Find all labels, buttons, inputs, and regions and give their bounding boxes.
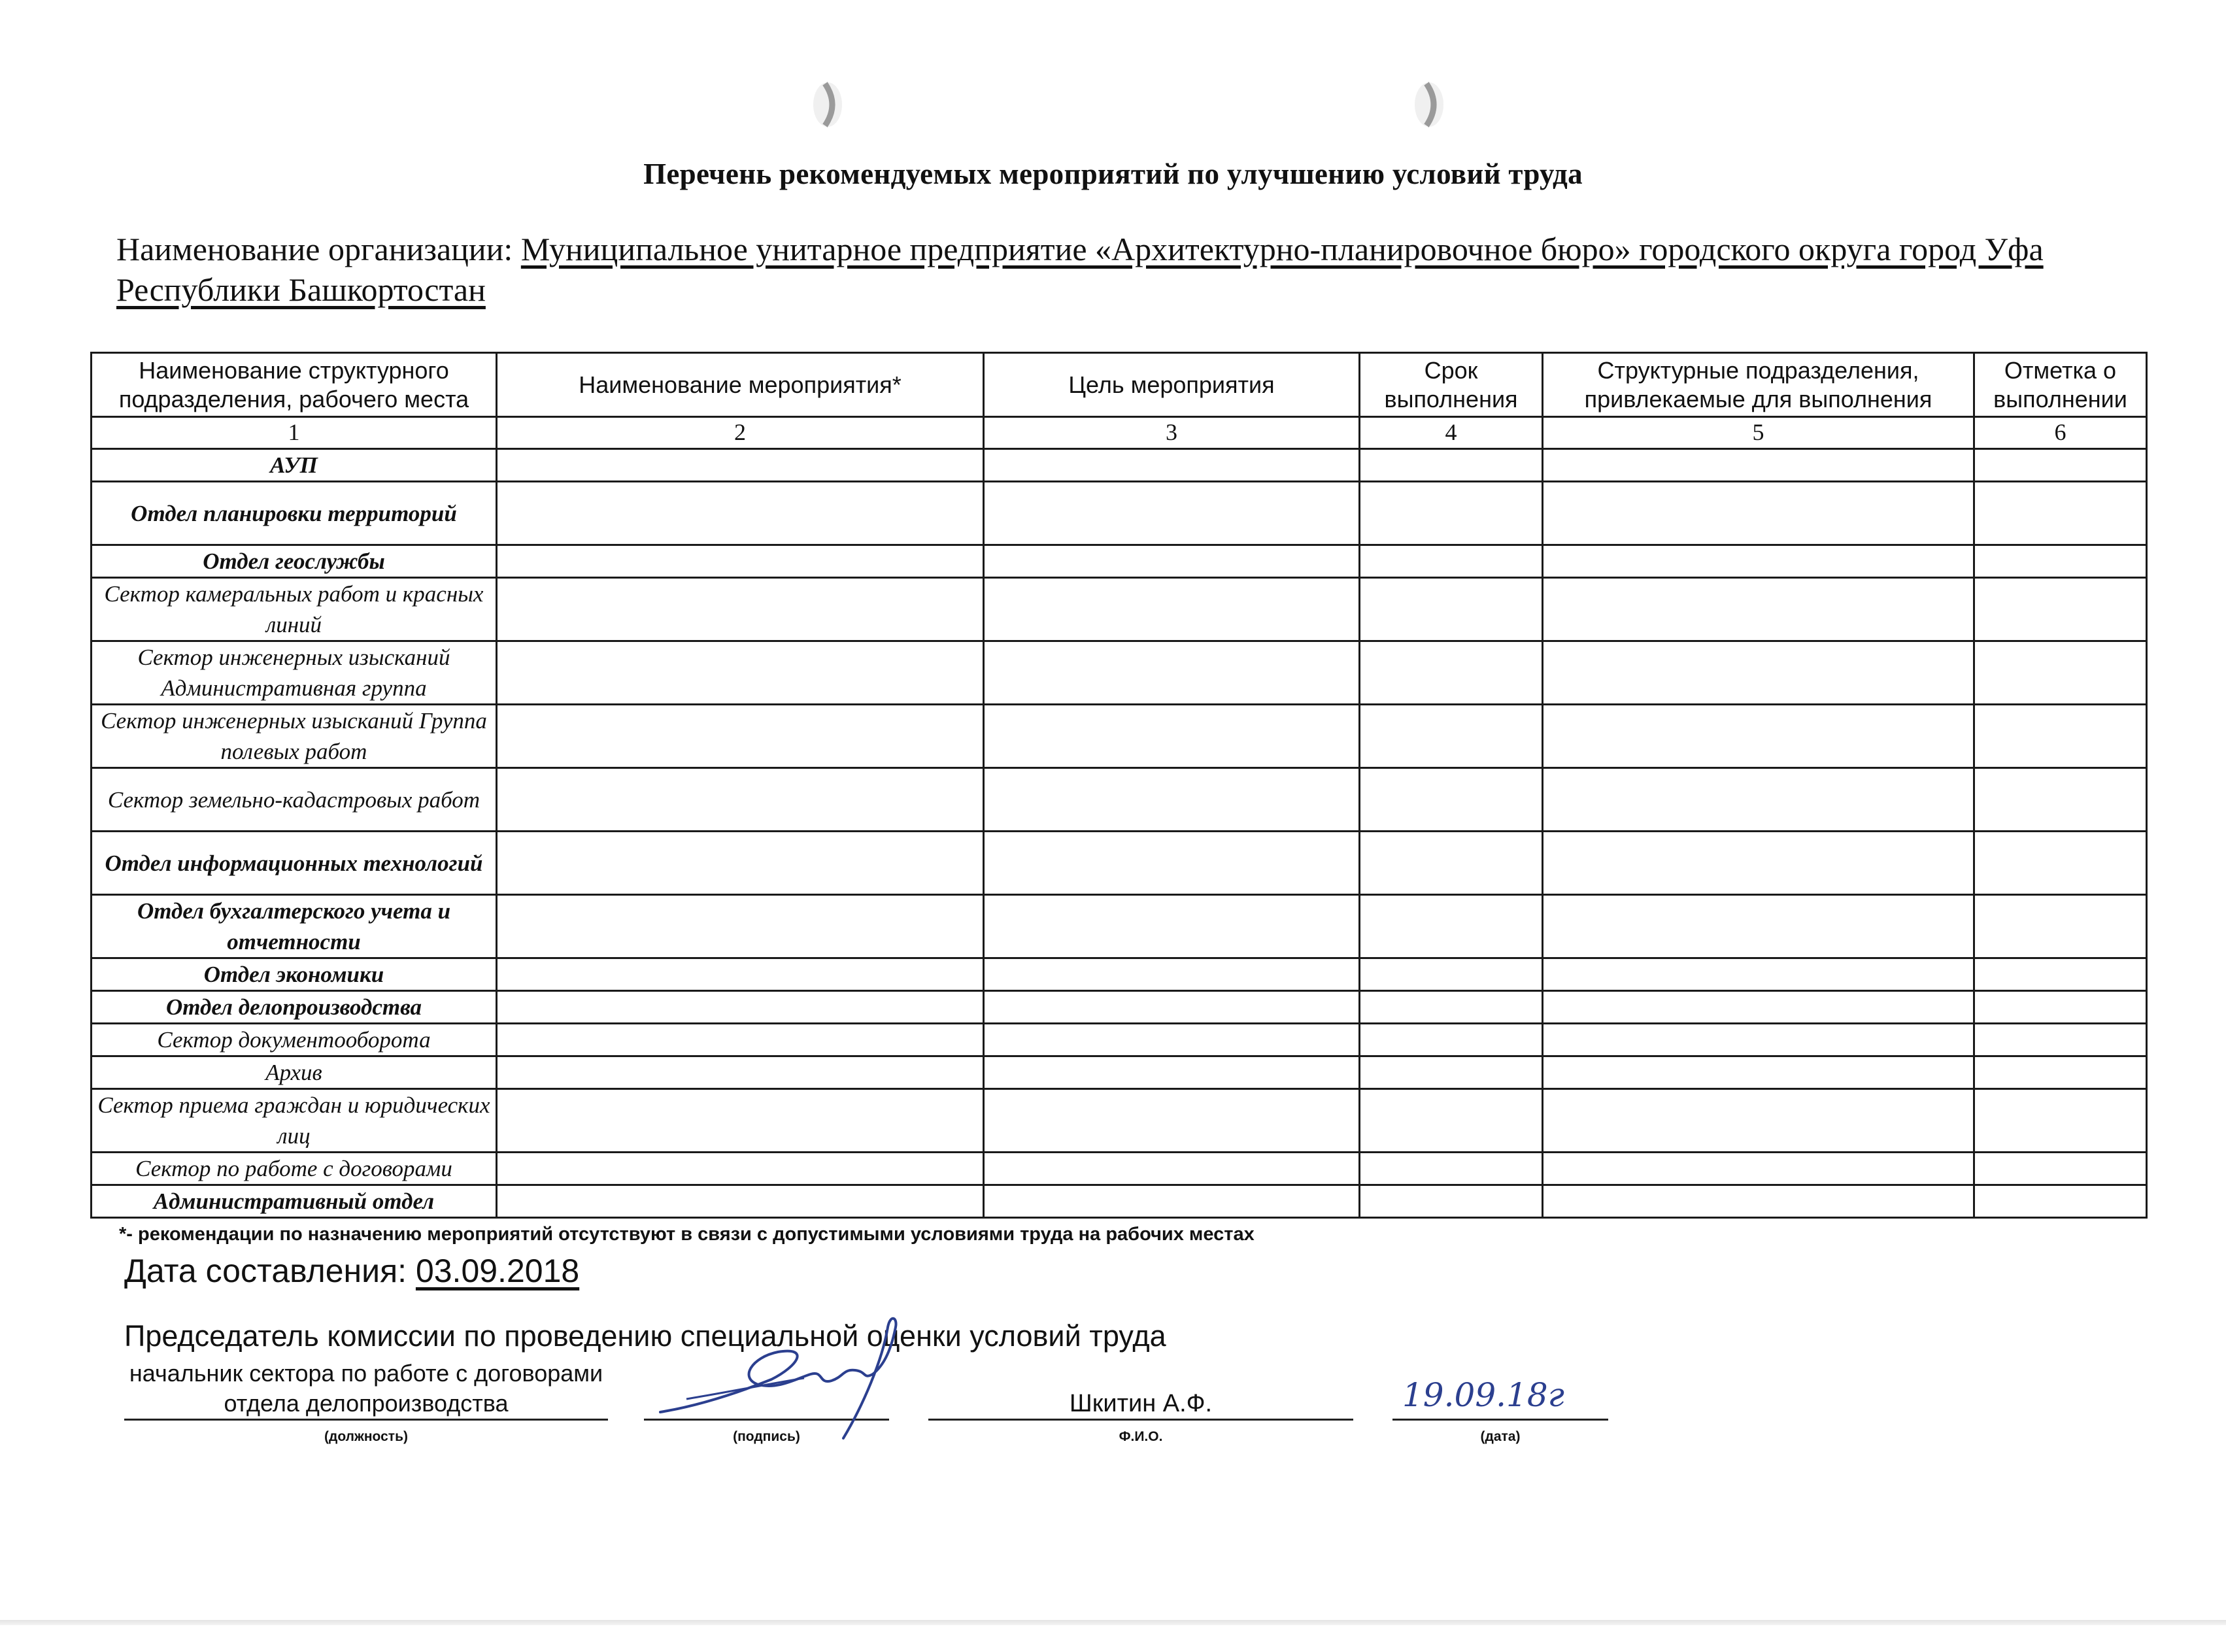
measure-cell [497, 832, 984, 895]
measure-cell [497, 449, 984, 482]
col-header-deadline: Срок выполнения [1360, 353, 1543, 417]
goal-cell [984, 1089, 1360, 1153]
position-value: начальник сектора по работе с договорами отдела делопроизводства [129, 1360, 603, 1417]
table-row [92, 991, 2147, 1024]
measure-cell [497, 705, 984, 768]
table-row [92, 768, 2147, 832]
table-row [92, 1185, 2147, 1218]
departments-cell [1543, 545, 1974, 578]
deadline-cell [1360, 545, 1543, 578]
measures-table [90, 352, 2148, 1219]
completion-cell [1974, 1153, 2147, 1185]
unit-name: Отдел информационных технологий [92, 832, 497, 895]
departments-cell [1543, 705, 1974, 768]
unit-name: Сектор камеральных работ и красных линий [92, 578, 497, 641]
unit-name: Сектор инженерных изысканий Административная группа [92, 641, 497, 705]
measure-cell [497, 991, 984, 1024]
col-header-goal: Цель мероприятия [984, 353, 1360, 417]
unit-name: Отдел делопроизводства [92, 991, 497, 1024]
punch-hole-left [811, 78, 850, 131]
position-field [124, 1360, 608, 1421]
unit-name: Отдел геослужбы [92, 545, 497, 578]
deadline-cell [1360, 1024, 1543, 1056]
measure-cell [497, 1089, 984, 1153]
completion-cell [1974, 1185, 2147, 1218]
goal-cell [984, 1024, 1360, 1056]
organization-name: Муниципальное унитарное предприятие «Архитектурно-планировочное бюро» городского округа город Уфа Республики Башкортостан [116, 231, 2044, 308]
unit-name: Отдел экономики [92, 958, 497, 991]
departments-cell [1543, 641, 1974, 705]
unit-name: АУП [92, 449, 497, 482]
col-header-measure: Наименование мероприятия* [497, 353, 984, 417]
caption-position: (должность) [324, 1429, 408, 1444]
goal-cell [984, 832, 1360, 895]
table-row [92, 449, 2147, 482]
footnote: *- рекомендации по назначению мероприятий отсутствуют в связи с допустимыми условиями труда на рабочих местах [119, 1224, 1255, 1245]
unit-name: Сектор инженерных изысканий Группа полевых работ [92, 705, 497, 768]
measure-cell [497, 641, 984, 705]
unit-name: Сектор по работе с договорами [92, 1153, 497, 1185]
departments-cell [1543, 449, 1974, 482]
deadline-cell [1360, 895, 1543, 958]
table-row [92, 832, 2147, 895]
column-number: 1 [92, 417, 497, 449]
goal-cell [984, 482, 1360, 545]
departments-cell [1543, 1089, 1974, 1153]
unit-name: Отдел бухгалтерского учета и отчетности [92, 895, 497, 958]
deadline-cell [1360, 1089, 1543, 1153]
unit-name: Административный отдел [92, 1185, 497, 1218]
departments-cell [1543, 1056, 1974, 1089]
compiled-date-line [124, 1252, 579, 1290]
organization-label: Наименование организации: [116, 231, 521, 267]
measure-cell [497, 768, 984, 832]
table-row [92, 545, 2147, 578]
completion-cell [1974, 449, 2147, 482]
goal-cell [984, 958, 1360, 991]
completion-cell [1974, 578, 2147, 641]
measure-cell [497, 1056, 984, 1089]
completion-cell [1974, 545, 2147, 578]
deadline-cell [1360, 705, 1543, 768]
measure-cell [497, 482, 984, 545]
col-header-unit: Наименование структурного подразделения, рабочего места [92, 353, 497, 417]
goal-cell [984, 449, 1360, 482]
unit-name: Сектор земельно-кадастровых работ [92, 768, 497, 832]
measure-cell [497, 1153, 984, 1185]
table-row [92, 641, 2147, 705]
table-row [92, 1089, 2147, 1153]
deadline-cell [1360, 768, 1543, 832]
goal-cell [984, 545, 1360, 578]
measure-cell [497, 895, 984, 958]
deadline-cell [1360, 482, 1543, 545]
completion-cell [1974, 832, 2147, 895]
handwritten-date-text: 19.09.18г [1402, 1376, 1564, 1414]
scan-edge [0, 1620, 2226, 1625]
goal-cell [984, 768, 1360, 832]
departments-cell [1543, 991, 1974, 1024]
measure-cell [497, 545, 984, 578]
departments-cell [1543, 578, 1974, 641]
measure-cell [497, 578, 984, 641]
column-number-row [92, 417, 2147, 449]
goal-cell [984, 1185, 1360, 1218]
caption-date: (дата) [1480, 1429, 1521, 1444]
table-row [92, 578, 2147, 641]
goal-cell [984, 1056, 1360, 1089]
departments-cell [1543, 768, 1974, 832]
column-number: 6 [1974, 417, 2147, 449]
goal-cell [984, 991, 1360, 1024]
unit-name: Отдел планировки территорий [92, 482, 497, 545]
table-row [92, 705, 2147, 768]
completion-cell [1974, 1056, 2147, 1089]
punch-hole-right [1412, 78, 1451, 131]
table-row [92, 1056, 2147, 1089]
table-row [92, 895, 2147, 958]
departments-cell [1543, 1024, 1974, 1056]
chairman-title: Председатель комиссии по проведению специальной оценки условий труда [124, 1319, 1166, 1353]
completion-cell [1974, 958, 2147, 991]
departments-cell [1543, 482, 1974, 545]
table-header-row [92, 353, 2147, 417]
completion-cell [1974, 1024, 2147, 1056]
column-number: 5 [1543, 417, 1974, 449]
deadline-cell [1360, 832, 1543, 895]
completion-cell [1974, 895, 2147, 958]
handwritten-signature [647, 1301, 902, 1441]
column-number: 4 [1360, 417, 1543, 449]
goal-cell [984, 578, 1360, 641]
caption-signature: (подпись) [733, 1429, 800, 1444]
deadline-cell [1360, 578, 1543, 641]
measure-cell [497, 1024, 984, 1056]
col-header-completion: Отметка о выполнении [1974, 353, 2147, 417]
table-row [92, 958, 2147, 991]
table-row [92, 1153, 2147, 1185]
goal-cell [984, 895, 1360, 958]
deadline-cell [1360, 449, 1543, 482]
deadline-cell [1360, 991, 1543, 1024]
departments-cell [1543, 958, 1974, 991]
document-title: Перечень рекомендуемых мероприятий по улучшению условий труда [643, 158, 1583, 190]
col-header-departments: Структурные подразделения, привлекаемые для выполнения [1543, 353, 1974, 417]
measure-cell [497, 958, 984, 991]
handwritten-date [1389, 1363, 1605, 1425]
completion-cell [1974, 482, 2147, 545]
name-field [928, 1360, 1353, 1421]
unit-name: Архив [92, 1056, 497, 1089]
table-row [92, 1024, 2147, 1056]
completion-cell [1974, 705, 2147, 768]
completion-cell [1974, 1089, 2147, 1153]
completion-cell [1974, 991, 2147, 1024]
completion-cell [1974, 768, 2147, 832]
goal-cell [984, 641, 1360, 705]
goal-cell [984, 705, 1360, 768]
compiled-date-value: 03.09.2018 [415, 1253, 580, 1289]
departments-cell [1543, 895, 1974, 958]
departments-cell [1543, 1153, 1974, 1185]
departments-cell [1543, 1185, 1974, 1218]
compiled-date-label: Дата составления: [124, 1253, 416, 1289]
deadline-cell [1360, 641, 1543, 705]
unit-name: Сектор документооборота [92, 1024, 497, 1056]
completion-cell [1974, 641, 2147, 705]
organization-line [116, 229, 2136, 310]
unit-name: Сектор приема граждан и юридических лиц [92, 1089, 497, 1153]
column-number: 2 [497, 417, 984, 449]
deadline-cell [1360, 958, 1543, 991]
deadline-cell [1360, 1153, 1543, 1185]
deadline-cell [1360, 1056, 1543, 1089]
caption-name: Ф.И.О. [1119, 1429, 1163, 1444]
column-number: 3 [984, 417, 1360, 449]
name-value: Шкитин А.Ф. [1069, 1390, 1213, 1417]
departments-cell [1543, 832, 1974, 895]
goal-cell [984, 1153, 1360, 1185]
deadline-cell [1360, 1185, 1543, 1218]
table-row [92, 482, 2147, 545]
measure-cell [497, 1185, 984, 1218]
